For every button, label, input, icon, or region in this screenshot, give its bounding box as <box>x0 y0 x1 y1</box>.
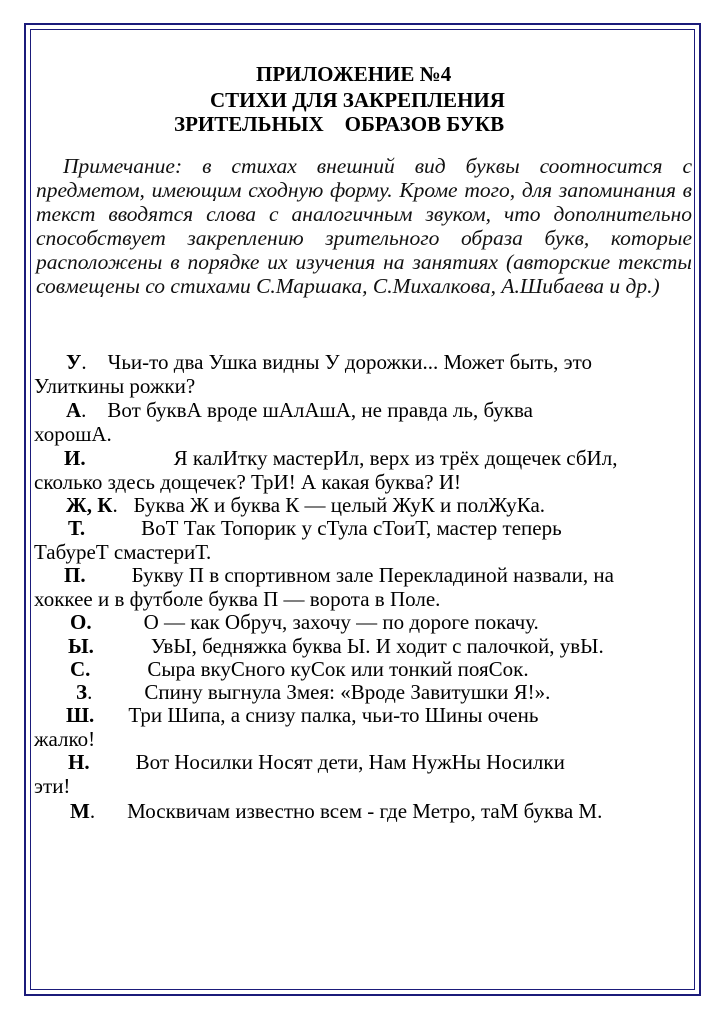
poem-a-line-2: хорошА. <box>34 422 112 446</box>
letter-i: И. <box>64 446 86 470</box>
letter-z: З <box>76 680 88 704</box>
poem-t-line-2: ТабуреТ смастериТ. <box>34 540 212 564</box>
poem-u-line-1: У. Чьи-то два Ушка видны У дорожки... Может быть, это <box>66 350 593 374</box>
poem-o-line-1: О. О — как Обруч, захочу — по дороге покачу. <box>70 610 539 634</box>
letter-t: Т. <box>68 516 86 540</box>
poem-i-line-1: И. Я калИтку мастерИл, верх из трёх дощечек сбИл, <box>64 446 618 470</box>
letter-zh-k: Ж, К <box>66 493 113 517</box>
poem-t-line-1: Т. ВоТ Так Топорик у сТула сТоиТ, мастер теперь <box>68 516 562 540</box>
letter-p: П. <box>64 563 86 587</box>
title-line-2: СТИХИ ДЛЯ ЗАКРЕПЛЕНИЯ <box>210 88 505 112</box>
poem-y-line-1: Ы. УвЫ, бедняжка буква Ы. И ходит с палочкой, увЫ. <box>68 634 604 658</box>
poem-i-line-2: сколько здесь дощечек? ТрИ! А какая буква? И! <box>34 470 461 494</box>
poem-sh-line-1: Ш. Три Шипа, а снизу палка, чьи-то Шины очень <box>66 703 539 727</box>
letter-a: А <box>66 398 82 422</box>
poem-n-line-1: Н. Вот Носилки Носят дети, Нам НужНы Носилки <box>68 750 565 774</box>
note-paragraph: Примечание: в стихах внешний вид буквы соотносится с предметом, имеющим сходную форму. Кроме того, для запоминания в текст вводятся слова с аналогичным звуком, что дополнительно способствует закреплению зрительного образа букв, которые расположены в порядке их изучения на занятиях (авторские тексты совмещены со стихами С.Маршака, С.Михалкова, А.Шибаева и др.) <box>36 154 692 298</box>
poem-s-line-1: С. Сыра вкуСного куСок или тонкий пояСок. <box>70 657 529 681</box>
poem-sh-line-2: жалко! <box>34 727 96 751</box>
letter-y: Ы. <box>68 634 94 658</box>
letter-n: Н. <box>68 750 90 774</box>
letter-s: С. <box>70 657 91 681</box>
poem-a-line-1: А. Вот буквА вроде шАлАшА, не правда ль, буква <box>66 398 533 422</box>
poem-m-line-1: М. Москвичам известно всем - где Метро, таМ буква М. <box>70 799 603 823</box>
poem-p-line-1: П. Букву П в спортивном зале Перекладиной назвали, на <box>64 563 614 587</box>
poem-z-line-1: З. Спину выгнула Змея: «Вроде Завитушки Я!». <box>76 680 551 704</box>
letter-o: О. <box>70 610 92 634</box>
poem-zhk-line-1: Ж, К. Буква Ж и буква К — целый ЖуК и полЖуКа. <box>66 493 546 517</box>
poem-u-line-2: Улиткины рожки? <box>34 374 196 398</box>
letter-m: М <box>70 799 90 823</box>
poem-p-line-2: хоккее и в футболе буква П — ворота в Поле. <box>34 587 441 611</box>
letter-u: У <box>66 350 82 374</box>
title-line-3: ЗРИТЕЛЬНЫХ ОБРАЗОВ БУКВ <box>174 112 505 136</box>
letter-sh: Ш. <box>66 703 95 727</box>
title-line-1: ПРИЛОЖЕНИЕ №4 <box>256 62 452 86</box>
poem-n-line-2: эти! <box>34 774 71 798</box>
